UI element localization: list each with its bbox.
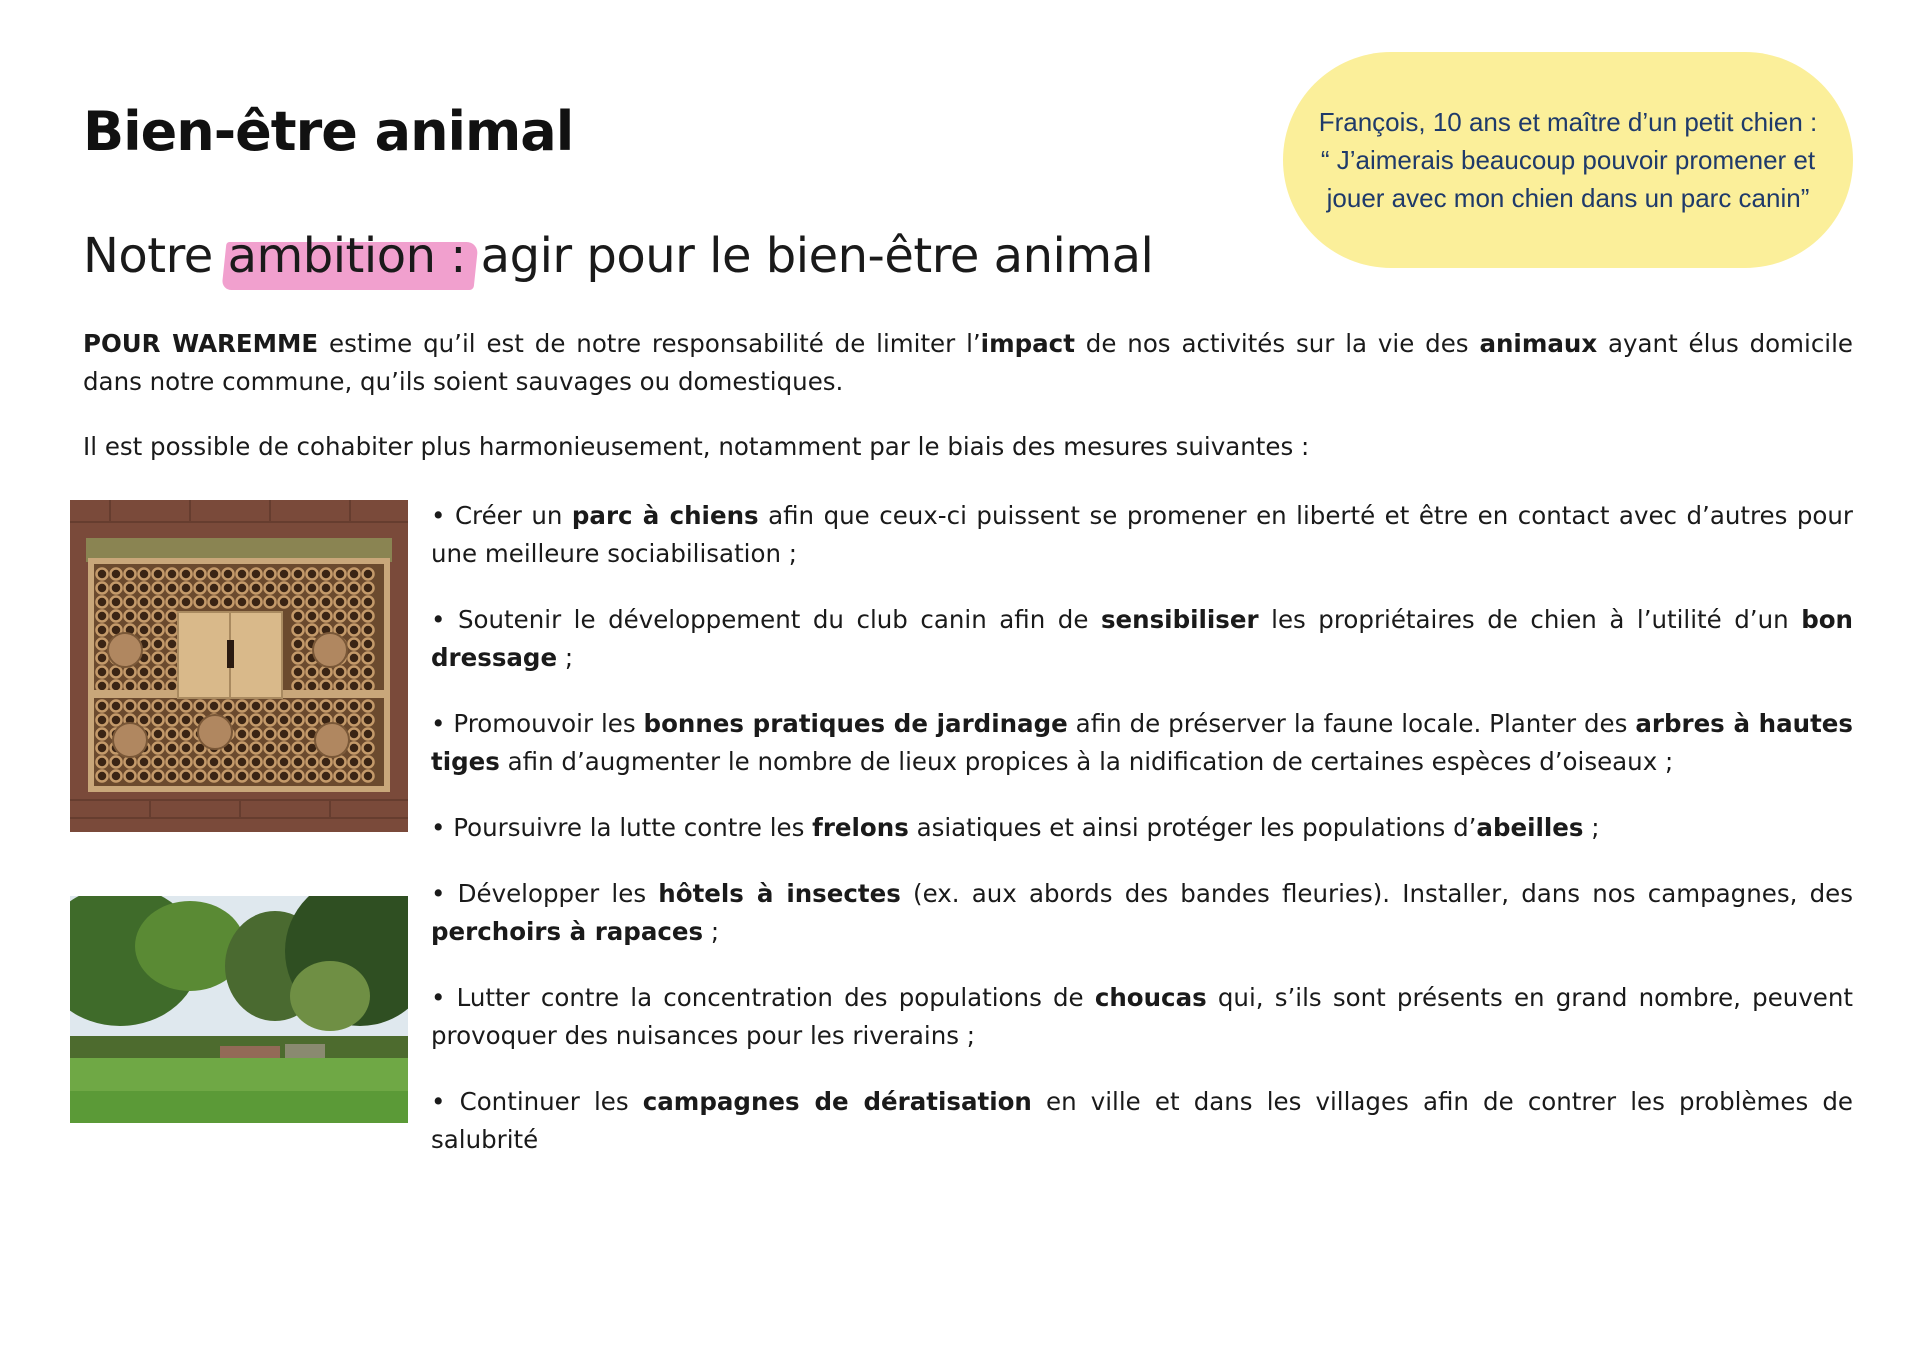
measure-item	[431, 705, 1853, 781]
measure-keyword: bonnes pratiques de jardinage	[643, 709, 1068, 738]
measure-keyword: bon dressage	[431, 605, 1853, 672]
measure-item	[431, 809, 1853, 847]
measure-text: • Développer les	[431, 879, 659, 908]
measure-text: les propriétaires de chien à l’utilité d’un	[1258, 605, 1802, 634]
park-photo	[70, 896, 408, 1123]
measure-text: • Soutenir le développement du club canin afin de	[431, 605, 1101, 634]
measure-keyword: parc à chiens	[571, 501, 759, 530]
measure-text: afin d’augmenter le nombre de lieux propices à la nidification de certaines espèces d’oiseaux ;	[499, 747, 1674, 776]
intro-bold: impact	[980, 329, 1075, 358]
measure-text: • Continuer les	[431, 1087, 643, 1116]
subtitle-highlight: ambition :	[227, 228, 466, 284]
intro-text: de nos activités sur la vie des	[1074, 329, 1480, 358]
measure-keyword: arbres à hautes tiges	[431, 709, 1853, 776]
measure-keyword: campagnes de dératisation	[642, 1087, 1032, 1116]
measure-keyword: abeilles	[1476, 813, 1584, 842]
measure-text: ;	[1583, 813, 1600, 842]
measure-text: en ville et dans les villages afin de contrer les problèmes de salubrité	[431, 1087, 1853, 1154]
measure-keyword: perchoirs à rapaces	[431, 917, 704, 946]
measure-text: • Créer un	[431, 501, 572, 530]
measure-text: • Lutter contre la concentration des populations de	[431, 983, 1095, 1012]
subtitle-prefix: Notre	[83, 228, 228, 284]
measure-text: afin que ceux-ci puissent se promener en liberté et être en contact avec d’autres pour une meilleure sociabilisation ;	[431, 501, 1853, 568]
quote-text: François, 10 ans et maître d’un petit chien : “ J’aimerais beaucoup pouvoir promener et jouer avec mon chien dans un parc canin”	[1318, 107, 1818, 213]
measure-item	[431, 1083, 1853, 1159]
measure-keyword: frelons	[812, 813, 909, 842]
measure-text: ;	[557, 643, 574, 672]
org-name: POUR WAREMME	[83, 329, 319, 358]
measure-item	[431, 979, 1853, 1055]
measure-text: ;	[703, 917, 720, 946]
page-title: Bien-être animal	[83, 100, 574, 163]
intro-text: estime qu’il est de notre responsabilité de limiter l’	[318, 329, 981, 358]
page-subtitle	[83, 228, 1153, 284]
measures-list	[431, 497, 1853, 1187]
measure-text: qui, s’ils sont présents en grand nombre, peuvent provoquer des nuisances pour les riverains ;	[431, 983, 1853, 1050]
intro-text: ayant élus domicile dans notre commune, qu’ils soient sauvages ou domestiques.	[83, 329, 1853, 396]
intro-bold: animaux	[1479, 329, 1598, 358]
subtitle-suffix: agir pour le bien-être animal	[465, 228, 1154, 284]
insect-hotel-photo	[70, 500, 408, 832]
measure-item	[431, 875, 1853, 951]
measure-text: (ex. aux abords des bandes fleuries). Installer, dans nos campagnes, des	[900, 879, 1853, 908]
measure-keyword: sensibiliser	[1100, 605, 1259, 634]
quote-bubble	[1283, 52, 1853, 268]
measure-item	[431, 497, 1853, 573]
measure-text: • Promouvoir les	[431, 709, 644, 738]
lead-paragraph: Il est possible de cohabiter plus harmonieusement, notamment par le biais des mesures suivantes :	[83, 432, 1310, 461]
measure-item	[431, 601, 1853, 677]
measure-keyword: choucas	[1094, 983, 1207, 1012]
measure-keyword: hôtels à insectes	[658, 879, 901, 908]
intro-paragraph	[83, 325, 1853, 401]
measure-text: afin de préserver la faune locale. Planter des	[1067, 709, 1636, 738]
measure-text: • Poursuivre la lutte contre les	[431, 813, 813, 842]
measure-text: asiatiques et ainsi protéger les populations d’	[908, 813, 1477, 842]
